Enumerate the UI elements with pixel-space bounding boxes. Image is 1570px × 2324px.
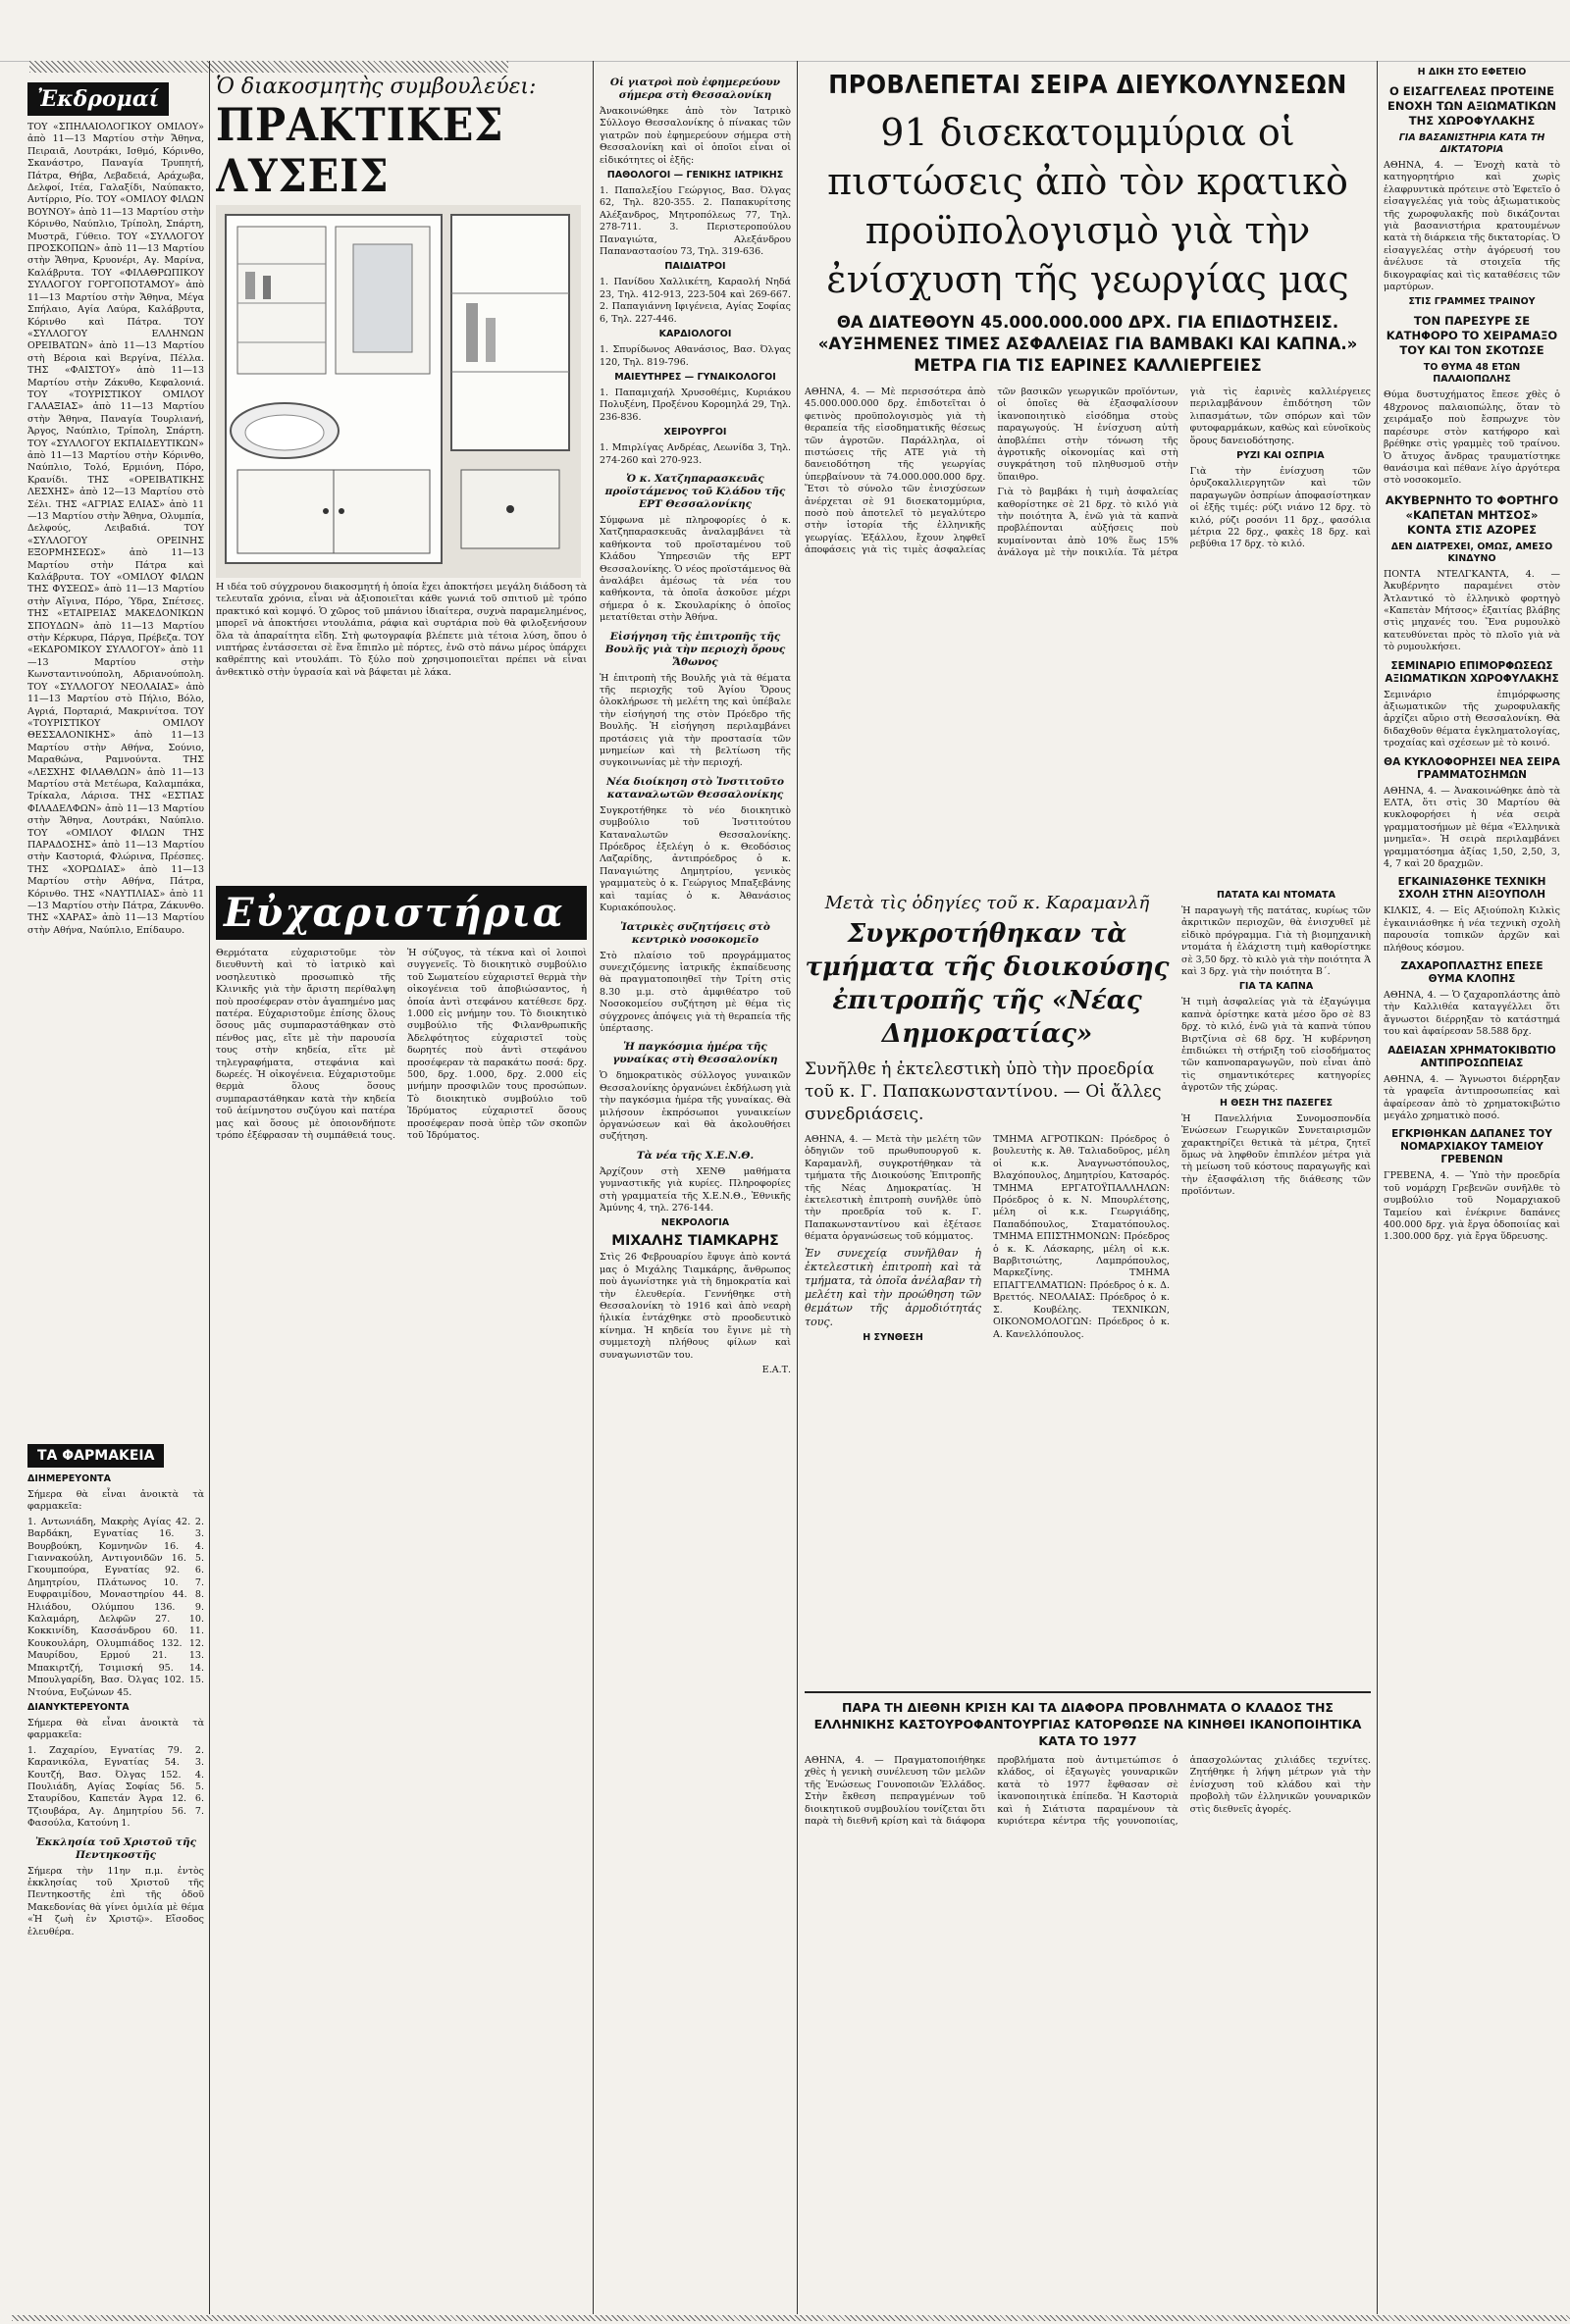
grevena-heading: ΕΓΚΡΙΘΗΚΑΝ ΔΑΠΑΝΕΣ ΤΟΥ ΝΟΜΑΡΧΙΑΚΟΥ ΤΑΜΕΙΟΥ ΓΡΕΒΕΝΩΝ (1391, 1128, 1552, 1166)
confectioner-heading: ΖΑΧΑΡΟΠΛΑΣΤΗΣ ΕΠΕΣΕ ΘΥΜΑ ΚΛΟΠΗΣ (1400, 960, 1544, 986)
pasegez-text: Ἡ Πανελλήνια Συνομοσπονδία Ἑνώσεων Γεωργικῶν Συνεταιρισμῶν χαρακτηρίζει θετικὰ τὰ μέτρα, ζητεῖ ὅμως νὰ ληφθοῦν ἐπιπλέον μέτρα γιὰ τὴ μείωση τοῦ κόστους παραγωγῆς καὶ τὴν ἐξασφάλιση τῆς διάθεσης τῶν προϊόντων. (1181, 1112, 1371, 1198)
new-democracy-story (805, 887, 1170, 1683)
pasegez-heading: Η ΘΕΣΗ ΤΗΣ ΠΑΣΕΓΕΣ (1219, 1097, 1334, 1109)
tobacco-heading: ΓΙΑ ΤΑ ΚΑΠΝΑ (1238, 981, 1314, 993)
night-pharmacies-heading: ΔΙΑΝΥΚΤΕΡΕΥΟΝΤΑ (27, 1701, 130, 1713)
xenth-heading: Τὰ νέα τῆς Χ.Ε.Ν.Θ. (636, 1149, 755, 1162)
main-story-text-b: Γιὰ τὸ βαμβάκι ἡ τιμὴ ἀσφαλείας καθορίστηκε σὲ 21 δρχ. τὸ κιλό γιὰ τὴν ποιότητα Ά, ἐνῶ γιὰ τὰ καπνὰ προβλέπονται αὐξήσεις ποὺ κυμαίνονται ἀπὸ 10% ἕως 15% ἀνάλογα μὲ τὴν ποικιλία. Τὰ μέτρα γιὰ τὶς ἐαρινὲς καλλιέργειες περιλαμβάνουν ἐπιδότηση τῶν λιπασμάτων, τῶν σπόρων καὶ τῶν φυτοφαρμάκων, καθὼς καὶ εὐνοϊκοὺς ὅρους δανειοδότησης. (997, 387, 1371, 559)
xenth-text: Ἀρχίζουν στὴ ΧΕΝΘ μαθήματα γυμναστικῆς γιὰ κυρίες. Πληροφορίες στὴ γραμματεία τῆς Χ.Ε.Ν.Θ., Ἐθνικῆς Ἀμύνης 4, τηλ. 276-144. (600, 1165, 791, 1214)
bathroom-cabinet-illustration (216, 205, 581, 578)
trial-label: Η ΔΙΚΗ ΣΤΟ ΕΦΕΤΕΙΟ (1417, 67, 1527, 77)
school-heading: ΕΓΚΑΙΝΙΑΣΘΗΚΕ ΤΕΧΝΙΚΗ ΣΧΟΛΗ ΣΤΗΝ ΑΙΞΟΥΠΟΛΗ (1397, 876, 1546, 902)
pathologists-heading: ΠΑΘΟΛΟΓΟΙ — ΓΕΝΙΚΗΣ ΙΑΤΡΙΚΗΣ (606, 170, 784, 181)
decorator-title: ΠΡΑΚΤΙΚΕΣ ΛΥΣΕΙΣ (216, 98, 504, 202)
nd-text: ΑΘΗΝΑ, 4. — Μετὰ τὴν μελέτη τῶν ὁδηγιῶν τοῦ πρωθυπουργοῦ κ. Καραμανλῆ, συγκροτήθηκαν τὰ τμήματα τῆς Διοικούσης Ἐπιτροπῆς τῆς Νέας Δημοκρατίας. Ἡ ἐκτελεστικὴ ἐπιτροπὴ συνῆλθε ὑπὸ τὴν προεδρία τοῦ κ. Γ. Παπακωνσταντίνου καὶ ἐξέτασε θέματα ὀργανώσεως τοῦ κόμματος. (805, 1134, 981, 1243)
night-pharmacies-list: 1. Ζαχαρίου, Εγνατίας 79. 2. Καρανικόλα, Εγνατίας 54. 3. Κουτζή, Βασ. Όλγας 152. 4. Πουλιάδη, Αγίας Σοφίας 56. 5. Σταυρίδου, Καπετάν Άγρα 12. 6. Τζιουβάρα, Αγ. Δημητρίου 56. 7. Φασούλα, Κατούνη 1. (27, 1744, 204, 1830)
doctors-intro: Ἀνακοινώθηκε ἀπὸ τὸν Ἰατρικὸ Σύλλογο Θεσσαλονίκης ὁ πίνακας τῶν γιατρῶν ποὺ ἐφημερεύουν σήμερα στὴ Θεσσαλονίκη καὶ οἱ ὁποῖοι εἶναι οἱ εἰδικότητες οἱ ἑξῆς: (600, 106, 791, 166)
day-pharmacies-intro: Σήμερα θὰ εἶναι ἀνοικτὰ τὰ φαρμακεῖα: (27, 1489, 204, 1513)
thanks-banner (216, 886, 587, 940)
surgeons-list: 1. Μπιρλίγας Ανδρέας, Λεωνίδα 3, Τηλ. 274-260 καὶ 270-923. (600, 442, 791, 466)
ship-subheading: ΔΕΝ ΔΙΑΤΡΕΧΕΙ, ΟΜΩΣ, ΑΜΕΣΟ ΚΙΝΔΥΝΟ (1390, 541, 1553, 564)
main-story-text-a: ΑΘΗΝΑ, 4. — Μὲ περισσότερα ἀπὸ 45.000.000.000 δρχ. ἐπιδοτεῖται ὁ φετινὸς προϋπολογισμὸς γιὰ τὴ θεραπεία τῆς εἰσοδηματικῆς θέσεως τῶν ἀγροτῶν. Παράλληλα, οἱ πιστώσεις τῆς ΑΤΕ γιὰ τὴ δανειοδότηση τῆς γεωργίας ὑπερβαίνουν τὰ 74.000.000.000 δρχ. Ἔτσι τὸ σύνολο τῶν ἐνισχύσεων ἀνέρχεται σὲ 91 δισεκατομμύρια, ποσὸ ποὺ ἀποτελεῖ τὸ μεγαλύτερο στὴν ἱστορία τῆς ἑλληνικῆς γεωργίας. Ἐξάλλου, ἔχουν ληφθεῖ ἀποφάσεις γιὰ τὶς τιμὲς ἀσφαλείας τῶν βασικῶν γεωργικῶν προϊόντων, οἱ ὁποῖες θὰ ἐξασφαλίσουν ἱκανοποιητικὸ εἰσόδημα στοὺς παραγωγούς. Ἡ ἐνίσχυση αὐτὴ ἀποβλέπει στὴν τόνωση τῆς ἀγροτικῆς οἰκονομίας καὶ στὴ συγκράτηση τοῦ πληθυσμοῦ στὴν ὕπαιθρο. (805, 387, 1178, 556)
confectioner-text: ΑΘΗΝΑ, 4. — Ὁ ζαχαροπλάστης ἀπὸ τὴν Καλλιθέα καταγγέλλει ὅτι ἄγνωστοι διέρρηξαν τὸ κατάστημά του καὶ ἀφαίρεσαν 58.588 δρχ. (1384, 990, 1560, 1038)
column-local-news (600, 61, 791, 2324)
fur-text: ΑΘΗΝΑ, 4. — Πραγματοποιήθηκε χθὲς ἡ γενικὴ συνέλευση τῶν μελῶν τῆς Ἑνώσεως Γουνοποιῶν Ἑλλάδος. Στὴν ἔκθεση πεπραγμένων τοῦ διοικητικοῦ συμβουλίου τονίζεται ὅτι παρὰ τὴ διεθνῆ κρίση καὶ τὰ διάφορα προβλήματα ποὺ ἀντιμετώπισε ὁ κλάδος, οἱ ἐξαγωγὲς γουναρικῶν κατὰ τὸ 1977 ἔφθασαν σὲ ἱκανοποιητικὰ ἐπίπεδα. Ἡ Καστοριὰ καὶ ἡ Σιάτιστα παραμένουν τὰ κυριότερα κέντρα τῆς γουνοποιίας, ἀπασχολώντας χιλιάδες τεχνίτες. Ζητήθηκε ἡ λήψη μέτρων γιὰ τὴν ἐνίσχυση τοῦ κλάδου καὶ τὴν προβολὴ τῶν ἑλληνικῶν γουναρικῶν στὶς διεθνεῖς ἀγορές. (805, 1755, 1371, 1828)
main-subhead: ΘΑ ΔΙΑΤΕΘΟΥΝ 45.000.000.000 ΔΡΧ. ΓΙΑ ΕΠΙΔΟΤΗΣΕΙΣ. «ΑΥΞΗΜΕΝΕΣ ΤΙΜΕΣ ΑΣΦΑΛΕΙΑΣ ΓΙΑ ΒΑΜΒΑΚΙ ΚΑΙ ΚΑΠΝΑ.» ΜΕΤΡΑ ΓΙΑ ΤΙΣ ΕΑΡΙΝΕΣ ΚΑΛΛΙΕΡΓΕΙΕΣ (817, 313, 1358, 375)
fur-heading: ΠΑΡΑ ΤΗ ΔΙΕΘΝΗ ΚΡΙΣΗ ΚΑΙ ΤΑ ΔΙΑΦΟΡΑ ΠΡΟΒΛΗΜΑΤΑ Ο ΚΛΑΔΟΣ ΤΗΣ ΕΛΛΗΝΙΚΗΣ ΚΑΣΤΟΥΡΟΦΑΝΤΟΥΡΓΙΑΣ ΚΑΤΟΡΘΩΣΕ ΝΑ ΚΙΝΗΘΕΙ ΙΚΑΝΟΠΟΙΗΤΙΚΑ ΚΑΤΑ ΤΟ 1977 (813, 1700, 1362, 1748)
trial-heading: Ο ΕΙΣΑΓΓΕΛΕΑΣ ΠΡΟΤΕΙΝΕ ΕΝΟΧΗ ΤΩΝ ΑΞΙΩΜΑΤΙΚΩΝ ΤΗΣ ΧΩΡΟΦΥΛΑΚΗΣ (1387, 84, 1556, 128)
column-rule (209, 61, 210, 2314)
excursions-label: Ἐκδρομαί (27, 82, 169, 116)
obstetricians-heading: ΜΑΙΕΥΤΗΡΕΣ — ΓΥΝΑΙΚΟΛΟΓΟΙ (614, 371, 776, 383)
athos-heading: Εἰσήγηση τῆς ἐπιτροπῆς τῆς Βουλῆς γιὰ τὴν περιοχὴ ὄρους Ἄθωνος (604, 630, 786, 668)
ship-text: ΠΟΝΤΑ ΝΤΕΛΓΚΑΝΤΑ, 4. — Ἀκυβέρνητο παραμένει στὸν Ἀτλαντικό τὸ ἑλληνικὸ φορτηγὸ «Καπετὰν Μήτσος» ἐξαιτίας βλάβης στὶς μηχανές του. Ἕνα ρυμουλκὸ κατευθύνεται πρὸς τὸ πλοῖο γιὰ νὰ τὸ ρυμουλκήσει. (1384, 568, 1560, 653)
column-rule (1377, 61, 1378, 2314)
pathologists-list: 1. Παπαλεξίου Γεώργιος, Βασ. Όλγας 62, Τηλ. 820-355. 2. Παπακυρίτσης Αλέξανδρος, Μητροπόλεως 77, Τηλ. 278-711. 3. Περιστεροπούλου Παναγιώτα, Αλεξάνδρου Παπαναστασίου 73, Τηλ. 319-636. (600, 185, 791, 258)
tobacco-text: Ἡ τιμὴ ἀσφαλείας γιὰ τὰ ἐξαγώγιμα καπνὰ ὁρίστηκε κατὰ μέσο ὅρο σὲ 83 δρχ. τὸ κιλό, ἐνῶ γιὰ τὰ καπνὰ τύπου Βιρτζίνια σὲ 68 δρχ. Ἡ κυβέρνηση ἐπιδιώκει τὴ στήριξη τοῦ εἰσοδήματος τῶν καπνοπαραγωγῶν, ποὺ εἶναι ἀπὸ τὶς σημαντικότερες κατηγορίες ἀγροτῶν τῆς χώρας. (1181, 997, 1371, 1094)
column-excursions-pharmacies (27, 61, 204, 2324)
column-rule (797, 61, 798, 2314)
nd-composition-heading: Η ΣΥΝΘΕΣΗ (863, 1331, 923, 1343)
ert-text: Σύμφωνα μὲ πληροφορίες ὁ κ. Χατζηπαρασκευᾶς ἀναλαμβάνει τὰ καθήκοντα τοῦ προϊσταμένου τοῦ Κλάδου Ὑπηρεσιῶν τῆς ΕΡΤ Θεσσαλονίκης. Ὁ νέος προϊστάμενος θὰ ἀναλάβει ἀμέσως τὰ νέα του καθήκοντα, τὰ ὁποῖα ἀσκοῦσε μέχρι σήμερα ὁ κ. Σκουλαρίκης ὁ ὁποῖος μετατίθεται στὴν Ἀθήνα. (600, 514, 791, 624)
obstetricians-list: 1. Παπαμιχαήλ Χρυσοθέμις, Κυριάκου Πολυξένη, Προξένου Κορομηλά 29, Τηλ. 236-836. (600, 387, 791, 423)
surgeons-heading: ΧΕΙΡΟΥΡΓΟΙ (663, 427, 727, 439)
womens-day-text: Ὁ δημοκρατικὸς σύλλογος γυναικῶν Θεσσαλονίκης ὀργανώνει ἐκδήλωση γιὰ τὴν παγκόσμια ἡμέρα τῆς γυναίκας. Θὰ μιλήσουν ἐκπρόσωποι γυναικείων ὀργανώσεων καὶ θὰ ἀκολουθήσει συζήτηση. (600, 1070, 791, 1143)
womens-day-heading: Ἡ παγκόσμια ἡμέρα τῆς γυναίκας στὴ Θεσσαλονίκη (612, 1041, 778, 1066)
potato-text: Ἡ παραγωγὴ τῆς πατάτας, κυρίως τῶν ἀκριτικῶν περιοχῶν, θὰ ἐνισχυθεῖ μὲ εἰδικὸ πρόγραμμα. Γιὰ τὴ βιομηχανικὴ ντομάτα ἡ ἐλάχιστη τιμὴ καθορίστηκε σὲ 3,50 δρχ. τὸ κιλὸ γιὰ τὴν ποιότητα Ά καὶ 3 δρχ. γιὰ τὴν ποιότητα Β΄. (1181, 905, 1371, 978)
decorator-article-text: Η ιδέα τοῦ σύγχρονου διακοσμητή ἡ ὁποία ἔχει ἀποκτήσει μεγάλη διάδοση τὰ τελευταῖα χρόνια, εἶναι νὰ ἀξιοποιεῖται κάθε γωνιά τοῦ σπιτιοῦ μὲ τρόπο πρακτικό καὶ κομψό. Ὁ χῶρος τοῦ μπάνιου ἰδιαίτερα, συχνὰ παραμελημένος, μπορεῖ νὰ ἀποκτήσει ντουλάπια, ράφια καὶ συρτάρια ποὺ θὰ φιλοξενήσουν ὅλα τὰ ἀπαραίτητα εἴδη. Στὴ φωτογραφία βλέπετε μιὰ τέτοια λύση, ὅπου ὁ νιπτήρας ἐντάσσεται σὲ ἕνα ἔπιπλο μὲ πόρτες, ἐνῶ στὸ πάνω μέρος ὑπάρχει καθρέπτης καὶ ντουλάπι. Τὸ ξύλο ποὺ χρησιμοποιεῖται πρέπει νὰ εἶναι ἀνθεκτικὸ στὴν ὑγρασία καὶ νὰ βάφεται μὲ λάκα. (216, 582, 587, 678)
column-rule (593, 61, 594, 2314)
obituary-signature: Ε.Α.Τ. (761, 1365, 791, 1376)
decorator-kicker: Ὁ διακοσμητὴς συμβουλεύει: (216, 75, 537, 99)
grevena-text: ΓΡΕΒΕΝΑ, 4. — Ὑπὸ τὴν προεδρία τοῦ νομάρχη Γρεβενῶν συνῆλθε τὸ συμβούλιο τοῦ Νομαρχιακοῦ Ταμείου καὶ ἐνέκρινε δαπάνες 400.000 δρχ. γιὰ ἔργα ὁδοποιίας καὶ 1.300.000 δρχ. γιὰ ἔργα ὕδρευσης. (1384, 1170, 1560, 1243)
doctors-heading: Οἱ γιατροὶ ποὺ ἐφημερεύουν σήμερα στὴ Θεσσαλονίκη (609, 77, 781, 101)
medical-talks-heading: Ἰατρικὲς συζητήσεις στὸ κεντρικὸ νοσοκομεῖο (620, 920, 770, 946)
train-text: Θύμα δυστυχήματος ἔπεσε χθὲς ὁ 48χρονος παλαιοπώλης, ὅταν τὸ χειράμαξο ποὺ ἔσπρωχνε τὸν παρέσυρε στὸν κατήφορο καὶ βρέθηκε στὶς γραμμὲς τοῦ τραίνου. Ὁ ἄτυχος ἄνδρας τραυματίστηκε θανάσιμα καὶ πέθανε λίγο ἀργότερα στὸ νοσοκομεῖο. (1384, 389, 1560, 487)
pediatricians-heading: ΠΑΙΔΙΑΤΡΟΙ (664, 261, 726, 273)
column-briefs (1384, 61, 1560, 2324)
fur-industry-story (805, 1691, 1371, 1828)
consumers-text: Συγκροτήθηκε τὸ νέο διοικητικὸ συμβούλιο τοῦ Ἰνστιτούτου Καταναλωτῶν Θεσσαλονίκης. Πρόεδρος ἐξελέγη ὁ κ. Θεοδόσιος Λαζαρίδης, ἀντιπρόεδρος ὁ κ. Παναγιώτης Δημητρίου, γενικὸς γραμματεὺς ὁ κ. Γεώργιος Μπαξεβάνης καὶ ταμίας ὁ κ. Ἀθανάσιος Κυριακόπουλος. (600, 804, 791, 914)
cardiologists-list: 1. Σπυρίδωνος Αθανάσιος, Βασ. Όλγας 120, Τηλ. 819-796. (600, 344, 791, 368)
obituary-name: ΜΙΧΑΛΗΣ ΤΙΑΜΚΑΡΗΣ (611, 1233, 779, 1250)
ert-heading: Ὁ κ. Χατζηπαρασκευᾶς προϊστάμενος τοῦ Κλάδου τῆς ΕΡΤ Θεσσαλονίκης (604, 472, 786, 510)
main-story-area (805, 61, 1371, 2324)
train-label: ΣΤΙΣ ΓΡΑΜΜΕΣ ΤΡΑΙΝΟΥ (1408, 296, 1536, 308)
day-pharmacies-heading: ΔΙΗΜΕΡΕΥΟΝΤΑ (27, 1473, 111, 1484)
obituary-label: ΝΕΚΡΟΛΟΓΙΑ (660, 1217, 730, 1229)
thanks-label: Εὐχαριστήρια (224, 890, 565, 936)
pediatricians-list: 1. Πανίδου Χαλλικέτη, Καραολή Νηδά 23, Τηλ. 412-913, 223-504 καὶ 269-667. 2. Παπαγιάννη Ιφιγένεια, Αγίας Σοφίας 6, Τηλ. 227-446. (600, 277, 791, 325)
school-text: ΚΙΛΚΙΣ, 4. — Εἰς Αξιούπολη Κιλκὶς ἐγκαινιάσθηκε ἡ νέα τεχνικὴ σχολὴ παρουσία τοπικῶν ἀρχῶν καὶ πλήθους κόσμου. (1384, 905, 1560, 954)
stamps-text: ΑΘΗΝΑ, 4. — Ἀνακοινώθηκε ἀπὸ τὰ ΕΛΤΑ, ὅτι στὶς 30 Μαρτίου θὰ κυκλοφορήσει ἡ νέα σειρὰ γραμματοσήμων μὲ θέμα «Ἑλληνικὰ μνημεῖα». Ἡ σειρὰ περιλαμβάνει γραμματόσημα ἀξίας 1,50, 2,50, 3, 4, 7 καὶ 20 δραχμῶν. (1384, 785, 1560, 870)
excursions-text: ΤΟΥ «ΣΠΗΛΑΙΟΛΟΓΙΚΟΥ ΟΜΙΛΟΥ» ἀπὸ 11—13 Μαρτίου στὴν Ἄθηνα, Πειραιᾶ, Λουτράκι, Ισθμό, Κόρινθο, Σκανάστρο, Παναγία Τρυπητή, Πάτρα, Θήβα, Λεβαδειά, Αράχωβα, Δελφοί, Ιτέα, Γαλαξίδι, Ναύπακτο, Αντίρριο, Ρίο. ΤΟΥ «ΟΜΙΛΟΥ ΦΙΛΩΝ ΒΟΥΝΟΥ» ἀπὸ 11—13 Μαρτίου στὴν Κόρινθο, Ναύπλιο, Τρίπολη, Σπάρτη, Μυστρᾶ, Γύθειο. ΤΟΥ «ΣΥΛΛΟΓΟΥ ΠΡΟΣΚΟΠΩΝ» ἀπὸ 11—13 Μαρτίου στὴν Ἄθηνα, Κρυονέρι, Αγ. Μαρίνα, Καλάβρυτα. ΤΟΥ «ΦΙΛΑΘΡΩΠΙΚΟΥ ΣΥΛΛΟΓΟΥ ΓΟΡΓΟΠΟΤΑΜΟΥ» ἀπὸ 11—13 Μαρτίου στὴν Ἄθηνα, Μέγα Σπήλαιο, Αγία Λαύρα, Καλάβρυτα, Κόρινθο καὶ Πάτρα. ΤΟΥ «ΣΥΛΛΟΓΟΥ ΕΛΛΗΝΩΝ ΟΡΕΙΒΑΤΩΝ» ἀπὸ 11—13 Μαρτίου στὴ Βέροια καὶ Βεργίνα, Πέλλα. ΤΗΣ «ΦΑΙΣΤΟΥ» ἀπὸ 11—13 Μαρτίου στὴν Ζάκυθο, Κεφαλονιά. ΤΟΥ «ΤΟΥΡΙΣΤΙΚΟΥ ΟΜΙΛΟΥ ΓΑΛΑΞΙΑΣ» ἀπὸ 11—13 Μαρτίου στὴν Ἄθηνα, Παναγία Τουρλιανή, Άργος, Ναύπλιο, Τρίπολη, Σπάρτη. ΤΟΥ «ΣΥΛΛΟΓΟΥ ΕΚΠΑΙΔΕΥΤΙΚΩΝ» ἀπὸ 11—13 Μαρτίου στὴν Κόρινθο, Ναύπλιο, Τολό, Ερμιόνη, Πόρο, Κρανίδι. ΤΗΣ «ΟΡΕΙΒΑΤΙΚΗΣ ΛΕΣΧΗΣ» ἀπὸ 12—13 Μαρτίου στὸ Σέλι. ΤΗΣ «ΑΓΡΙΑΣ ΕΛΙΑΣ» ἀπὸ 11—13 Μαρτίου στὴν Ἄθηνα, Ολυμπία, Δελφούς, Λειβαδιά. ΤΟΥ «ΣΥΛΛΟΓΟΥ ΟΡΕΙΝΗΣ ΕΞΟΡΜΗΣΕΩΣ» ἀπὸ 11—13 Μαρτίου στὴν Πάτρα καὶ Καλάβρυτα. ΤΟΥ «ΟΜΙΛΟΥ ΦΙΛΩΝ ΤΗΣ ΦΥΣΕΩΣ» ἀπὸ 11—13 Μαρτίου στὴν Αἴγινα, Πόρο, Ύδρα, Σπέτσες. ΤΗΣ «ΕΤΑΙΡΕΙΑΣ ΜΑΚΕΔΟΝΙΚΩΝ ΣΠΟΥΔΩΝ» ἀπὸ 11—13 Μαρτίου στὴν Κέρκυρα, Πάργα, Πρέβεζα. ΤΟΥ «ΕΚΔΡΟΜΙΚΟΥ ΣΥΛΛΟΓΟΥ» ἀπὸ 11—13 Μαρτίου στὴν Κωνσταντινούπολη, Αδριανούπολη. ΤΟΥ «ΣΥΛΛΟΓΟΥ ΝΕΟΛΑΙΑΣ» ἀπὸ 11—13 Μαρτίου στὸ Πήλιο, Βόλο, Αγριά, Πορταριά, Μακρινίτσα. ΤΟΥ «ΤΟΥΡΙΣΤΙΚΟΥ ΟΜΙΛΟΥ ΘΕΣΣΑΛΟΝΙΚΗΣ» ἀπὸ 11—13 Μαρτίου στὴν Αθήνα, Σούνιο, Μαραθώνα, Ραμνούντα. ΤΗΣ «ΛΕΣΧΗΣ ΦΙΛΑΘΛΩΝ» ἀπὸ 11—13 Μαρτίου στὰ Μετέωρα, Καλαμπάκα, Τρίκαλα, Λάρισα. ΤΗΣ «ΕΣΤΙΑΣ ΦΙΛΑΔΕΛΦΩΝ» ἀπὸ 11—13 Μαρτίου στὴν Ἄθηνα, Λουτράκι, Ναύπλιο. ΤΟΥ «ΟΜΙΛΟΥ ΦΙΛΩΝ ΤΗΣ ΠΑΡΑΔΟΣΗΣ» ἀπὸ 11—13 Μαρτίου στὴν Καστοριά, Φλώρινα, Πρέσπες. ΤΗΣ «ΧΟΡΩΔΙΑΣ» ἀπὸ 11—13 Μαρτίου στὴν Αθήνα, Πάτρα, Κόρινθο. ΤΗΣ «ΝΑΥΤΙΛΙΑΣ» ἀπὸ 11—13 Μαρτίου στὴν Πάτρα, Ζάκυνθο. ΤΗΣ «ΧΑΡΑΣ» ἀπὸ 11—13 Μαρτίου στὴν Αθήνα, Ναύπλιο, Επίδαυρο. (27, 122, 204, 936)
cardiologists-heading: ΚΑΡΔΙΟΛΟΓΟΙ (658, 329, 732, 340)
rice-text: Γιὰ τὴν ἐνίσχυση τῶν ὀρυζοκαλλιεργητῶν καὶ τῶν παραγωγῶν ὀσπρίων ἀποφασίστηκαν οἱ ἑξῆς τιμές: ρύζι νιάνο 12 δρχ. τὸ κιλό, ρύζι ροσόνι 11 δρχ., φασόλια μέτρια 22 δρχ., φακὲς 18 δρχ. καὶ ρεβύθια 17 δρχ. τὸ κιλό. (1189, 466, 1371, 550)
main-story-body (805, 387, 1371, 887)
day-pharmacies-list: 1. Αντωνιάδη, Μακρὴς Αγίας 42. 2. Βαρδάκη, Εγνατίας 16. 3. Βουρβούκη, Κομνηνῶν 16. 4. Γιαννακούλη, Αντιγονιδῶν 16. 5. Γκουμπούρα, Εγνατίας 92. 6. Δημητρίου, Πλάτωνος 10. 7. Ευφραιμίδου, Μοναστηρίου 44. 8. Ηλιάδου, Ολύμπου 136. 9. Καλαμάρη, Δελφῶν 27. 10. Κοκκινίδη, Κασσάνδρου 60. 11. Κουκουλάρη, Ολυμπιάδος 132. 12. Μαυρίδου, Ερμού 21. 13. Μπακιρτζή, Τσιμισκή 95. 14. Μπουλγαρίδη, Βασ. Όλγας 102. 15. Ντούνα, Ευζώνων 45. (27, 1516, 204, 1698)
nd-composition-text: ΤΜΗΜΑ ΑΓΡΟΤΙΚΩΝ: Πρόεδρος ὁ βουλευτὴς κ. Ἀθ. Ταλιαδοῦρος, μέλη οἱ κ.κ. Ἀναγνωστόπουλος, Βλαχόπουλος, Δημητρίου, Κατσαρός. ΤΜΗΜΑ ΕΡΓΑΤΟΫΠΑΛΛΗΛΩΝ: Πρόεδρος ὁ κ. Ν. Μπουρλέτσης, μέλη οἱ κ.κ. Γεωργιάδης, Παπαδόπουλος, Σταματόπουλος. ΤΜΗΜΑ ΕΠΙΣΤΗΜΟΝΩΝ: Πρόεδρος ὁ κ. Κ. Λάσκαρης, μέλη οἱ κ.κ. Βαρβιτσιώτης, Λαμπρόπουλος, Μαρκεζίνης. ΤΜΗΜΑ ΕΠΑΓΓΕΛΜΑΤΙΩΝ: Πρόεδρος ὁ κ. Δ. Βρεττός. ΝΕΟΛΑΙΑΣ: Πρόεδρος ὁ κ. Σ. Κουβέλης. ΤΕΧΝΙΚΩΝ, ΟΙΚΟΝΟΜΟΛΟΓΩΝ: Πρόεδρος ὁ κ. Α. Κανελλόπουλος. (993, 1134, 1170, 1340)
obituary-text: Στὶς 26 Φεβρουαρίου ἔφυγε ἀπὸ κοντά μας ὁ Μιχάλης Τιαμκάρης, ἄνθρωπος ποὺ ἀγωνίστηκε γιὰ τὴ δημοκρατία καὶ τὴν ἐλευθερία. Γεννήθηκε στὴ Θεσσαλονίκη τὸ 1916 καὶ ἀπὸ νεαρὴ ἡλικία ἐντάχθηκε στὸ προοδευτικὸ κίνημα. Ἡ κηδεία του ἔγινε μὲ τὴ συμμετοχὴ πλήθους φίλων καὶ συναγωνιστῶν του. (600, 1252, 791, 1361)
seminar-text: Σεμινάριο ἐπιμόρφωσης ἀξιωματικῶν τῆς χωροφυλακῆς ἀρχίζει αὔριο στὴ Θεσσαλονίκη. Θὰ διδαχθοῦν θέματα ἐγκληματολογίας, τροχαίας καὶ σχέσεων μὲ τὸ κοινό. (1384, 689, 1560, 749)
page-top-band (0, 0, 1570, 62)
medical-talks-text: Στὸ πλαίσιο τοῦ προγράμματος συνεχιζόμενης ἰατρικῆς ἐκπαίδευσης θὰ πραγματοποιηθεῖ τὴν Τρίτη στὶς 8.30 μ.μ. στὸ ἀμφιθέατρο τοῦ Νοσοκομείου συζήτηση μὲ θέμα τὶς σύγχρονες ἀπόψεις γιὰ τὴ θεραπεία τῆς ὑπέρτασης. (600, 950, 791, 1034)
safe-text: ΑΘΗΝΑ, 4. — Ἄγνωστοι διέρρηξαν τὰ γραφεῖα ἀντιπροσωπείας καὶ ἀφαίρεσαν ἀπὸ τὸ χρηματοκιβώτιο μεγάλο χρηματικὸ ποσό. (1384, 1073, 1560, 1121)
night-pharmacies-intro: Σήμερα θὰ εἶναι ἀνοικτὰ τὰ φαρμακεῖα: (27, 1717, 204, 1741)
main-headline: 91 δισεκατομμύρια οἱ πιστώσεις ἀπὸ τὸν κρατικὸ προϋπολογισμὸ γιὰ τὴν ἐνίσχυση τῆς γεωργίας μας (826, 111, 1349, 301)
nd-body (805, 1134, 1170, 1683)
trial-subheading: ΓΙΑ ΒΑΣΑΝΙΣΤΗΡΙΑ ΚΑΤΑ ΤΗ ΔΙΚΤΑΤΟΡΙΑ (1398, 132, 1545, 155)
trial-text: ΑΘΗΝΑ, 4. — Ἐνοχὴ κατὰ τὸ κατηγορητήριο καὶ χωρὶς ἐλαφρυντικὰ πρότεινε στὸ Ἐφετεῖο ὁ εἰσαγγελέας γιὰ τοὺς ἀξιωματικοὺς τῆς χωροφυλακῆς ποὺ δικάζονται γιὰ βασανιστήρια κρατουμένων κατὰ τὴ διάρκεια τῆς δικτατορίας. Ὁ εἰσαγγελέας στὴν ἀγόρευσή του ἀνέλυσε τὰ στοιχεῖα τῆς δικογραφίας καὶ τὶς καταθέσεις τῶν μαρτύρων. (1384, 160, 1560, 293)
seminar-heading: ΣΕΜΙΝΑΡΙΟ ΕΠΙΜΟΡΦΩΣΕΩΣ ΑΞΙΩΜΑΤΙΚΩΝ ΧΩΡΟΦΥΛΑΚΗΣ (1385, 659, 1559, 685)
nd-subtitle: Συνῆλθε ἡ ἐκτελεστικὴ ὑπὸ τὴν προεδρία τοῦ κ. Γ. Παπακωνσταντίνου. — Οἱ ἄλλες συνεδριάσεις. (805, 1059, 1162, 1124)
pharmacies-label: ΤΑ ΦΑΡΜΑΚΕΙΑ (27, 1444, 164, 1468)
train-subheading: ΤΟ ΘΥΜΑ 48 ΕΤΩΝ ΠΑΛΑΙΟΠΩΛΗΣ (1423, 362, 1521, 386)
column-decorator (216, 61, 587, 2324)
rice-heading: ΡΥΖΙ ΚΑΙ ΟΣΠΡΙΑ (1236, 450, 1325, 462)
main-kicker: ΠΡΟΒΛΕΠΕΤΑΙ ΣΕΙΡΑ ΔΙΕΥΚΟΛΥΝΣΕΩΝ (828, 71, 1347, 100)
nd-kicker: Μετὰ τὶς ὁδηγίες τοῦ κ. Καραμανλῆ (824, 893, 1150, 913)
safe-heading: ΑΔΕΙΑΣΑΝ ΧΡΗΜΑΤΟΚΙΒΩΤΙΟ ΑΝΤΙΠΡΟΣΩΠΕΙΑΣ (1387, 1044, 1556, 1069)
lower-main (805, 887, 1371, 1683)
thanks-text: Θερμότατα εὐχαριστοῦμε τὸν διευθυντὴ καὶ τὸ ἰατρικὸ καὶ νοσηλευτικὸ προσωπικὸ τῆς Κλινικῆς γιὰ τὴν ἄριστη περίθαλψη ποὺ προσέφεραν στὸν ἀγαπημένο μας πατέρα. Εὐχαριστοῦμε ἐπίσης ὅλους ὅσους μᾶς συμπαραστάθηκαν στὸ πένθος μας, εἴτε μὲ τὴν παρουσία τους στὴν κηδεία, εἴτε μὲ τηλεγραφήματα, στεφάνια καὶ δωρεές. Ἡ οἰκογένεια. Εὐχαριστοῦμε θερμὰ ὅλους ὅσους συμπαραστάθηκαν κατὰ τὴν κηδεία τοῦ ἀείμνηστου συζύγου καὶ πατέρα μας καὶ ὅσους μὲ ὁποιονδήποτε τρόπο ἐξέφρασαν τὴ συμπάθειά τους. Ἡ σύζυγος, τὰ τέκνα καὶ οἱ λοιποὶ συγγενεῖς. Τὸ διοικητικὸ συμβούλιο τοῦ Σωματείου εὐχαριστεῖ θερμὰ τὴν οἰκογένεια τοῦ ἀποβιώσαντος, ἡ ὁποία ἀντὶ στεφάνου κατέθεσε δρχ. 1.000 εἰς μνήμην του. Τὸ διοικητικὸ συμβούλιο τῆς Φιλανθρωπικῆς Ἀδελφότητος εὐχαριστεῖ τοὺς δωρητές ποὺ ἀντὶ στεφάνου προσέφεραν τὰ παρακάτω ποσά: δρχ. 500, δρχ. 1.000, δρχ. 2.000 εἰς μνήμην προσφιλῶν τους προσώπων. Τὸ διοικητικὸ συμβούλιο τοῦ Ἱδρύματος εὐχαριστεῖ ὅσους προσέφεραν ποσὰ ὑπὲρ τῶν σκοπῶν τοῦ Ἱδρύματος. (216, 948, 587, 1142)
consumers-heading: Νέα διοίκηση στὸ Ἰνστιτοῦτο καταναλωτῶν Θεσσαλονίκης (605, 775, 785, 800)
nd-title: Συγκροτήθηκαν τὰ τμήματα τῆς διοικούσης ἐπιτροπῆς τῆς «Νέας Δημοκρατίας» (805, 919, 1170, 1049)
church-text: Σήμερα τὴν 11ην π.μ. ἐντὸς ἐκκλησίας τοῦ Χριστοῦ τῆς Πεντηκοστῆς ἐπὶ τῆς ὁδοῦ Μακεδονίας θὰ γίνει ὁμιλία μὲ θέμα «Ἡ ζωὴ ἐν Χριστῷ». Εἴσοδος ἐλευθέρα. (27, 1865, 204, 1937)
train-heading: ΤΟΝ ΠΑΡΕΣΥΡΕ ΣΕ ΚΑΤΗΦΟΡΟ ΤΟ ΧΕΙΡΑΜΑΞΟ ΤΟΥ ΚΑΙ ΤΟΝ ΣΚΟΤΩΣΕ (1386, 314, 1558, 358)
stamps-heading: ΘΑ ΚΥΚΛΟΦΟΡΗΣΕΙ ΝΕΑ ΣΕΙΡΑ ΓΡΑΜΜΑΤΟΣΗΜΩΝ (1384, 755, 1560, 781)
athos-text: Ἡ ἐπιτροπὴ τῆς Βουλῆς γιὰ τὰ θέματα τῆς περιοχῆς τοῦ Ἁγίου Ὄρους ὁλοκλήρωσε τὴ μελέτη της καὶ ὑπέβαλε τὴν εἰσήγησή της στὸν Πρόεδρο τῆς Βουλῆς. Ἡ εἰσήγηση περιλαμβάνει προτάσεις γιὰ τὴν προστασία τῶν μνημείων καὶ τὴ βελτίωση τῆς συγκοινωνίας μὲ τὴν περιοχή. (600, 672, 791, 769)
ship-heading: ΑΚΥΒΕΡΝΗΤΟ ΤΟ ΦΟΡΤΗΓΟ «ΚΑΠΕΤΑΝ ΜΗΤΣΟΣ» ΚΟΝΤΑ ΣΤΙΣ ΑΖΟΡΕΣ (1385, 492, 1559, 537)
potato-heading: ΠΑΤΑΤΑ ΚΑΙ ΝΤΟΜΑΤΑ (1217, 890, 1335, 901)
church-heading: Ἐκκλησία τοῦ Χριστοῦ τῆς Πεντηκοστῆς (35, 1835, 196, 1861)
nd-quote: Ἐν συνεχείᾳ συνῆλθαν ἡ ἐκτελεστικὴ ἐπιτροπὴ καὶ τὰ τμήματα, τὰ ὁποῖα ἀνέλαβαν τὴ μελέτη καὶ τὴν προώθηση τῶν θεμάτων τῆς ἁρμοδιότητάς τους. (805, 1246, 981, 1328)
crops-column (1181, 887, 1371, 1683)
